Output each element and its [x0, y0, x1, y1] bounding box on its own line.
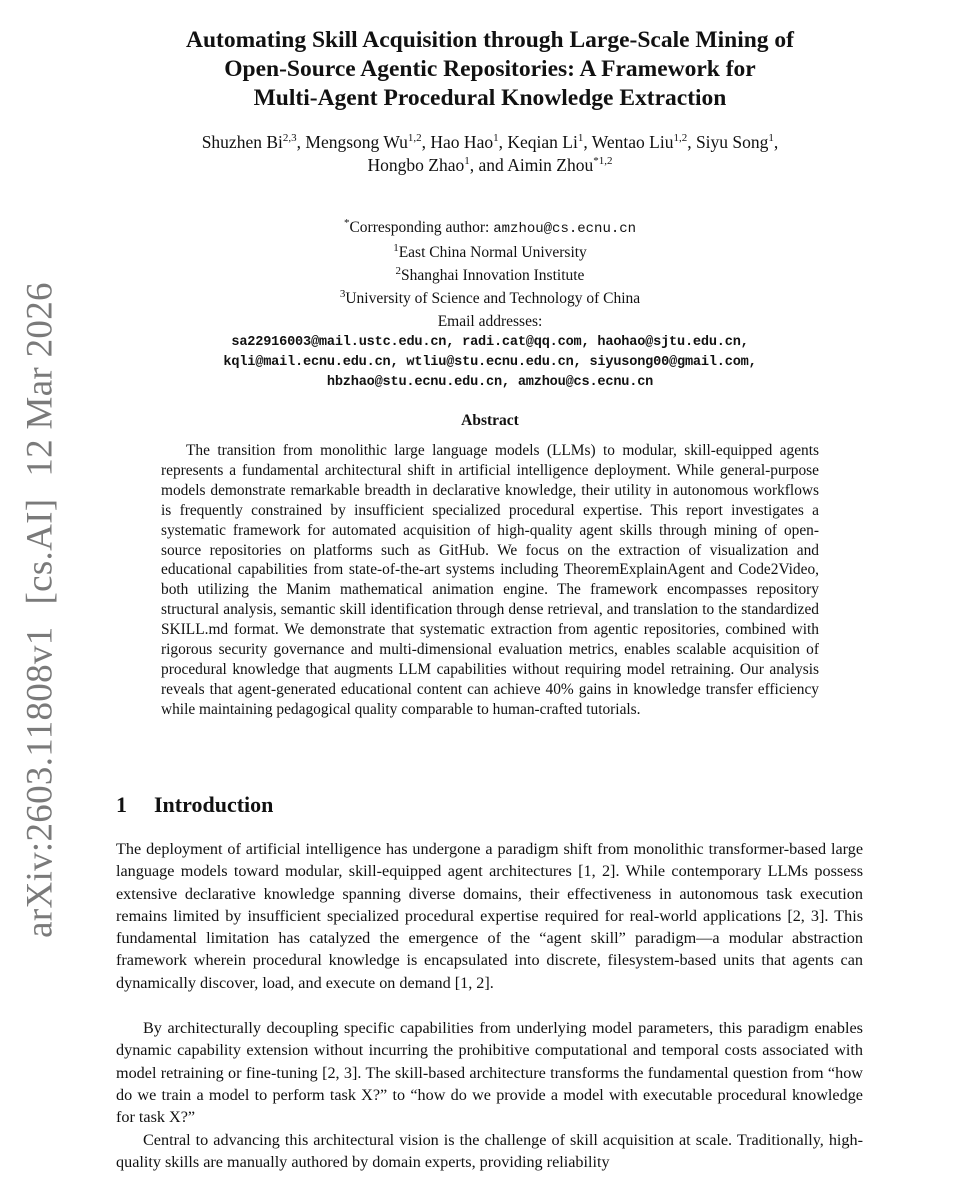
corresponding-label: Corresponding author:: [349, 219, 494, 236]
abstract-heading: Abstract: [461, 412, 519, 429]
body-paragraph: By architecturally decoupling specific capabilities from underlying model parameters, this paradigm enables dynamic capability extension without incurring the prohibitive computational and temporal costs associated with model retraining or fine-tuning [2, 3]. The skill-based architecture transforms the fundamental question from “how do we train a model to perform task X?” to “how do we provide a model with executable procedural knowledge for task X?”: [116, 1019, 863, 1127]
corresponding-email: amzhou@cs.ecnu.cn: [493, 221, 637, 237]
author-line: Shuzhen Bi$^{2,3}$, Mengsong Wu$^{1,2}$, Hao Hao$^1$, Keqian Li$^1$, Wentao Liu$^{1,2}$, Siyu Song$^1$,: [201, 132, 779, 152]
affiliation-mark: 3: [339, 287, 346, 300]
email-line: sa22916003@mail.ustc.edu.cn, radi.cat@qq.com, haohao@sjtu.edu.cn,: [231, 335, 749, 350]
title-line: Open-Source Agentic Repositories: A Framework for: [224, 56, 756, 82]
affiliation-item: [120, 264, 860, 287]
emails-label: Email addresses:: [437, 313, 543, 330]
arxiv-identifier-stamp: [19, 282, 62, 938]
affiliation-name: Shanghai Innovation Institute: [401, 267, 585, 284]
arxiv-id: arXiv:2603.11808v1: [19, 626, 61, 938]
author-name: Aimin Zhou: [507, 155, 594, 175]
abstract-text: The transition from monolithic large language models (LLMs) to modular, skill-equipped agents represents a fundamental architectural shift in artificial intelligence deployment. While general-purpose models demonstrate remarkable breadth in declarative knowledge, their utility in autonomous workflows is frequently constrained by insufficient specialized procedural expertise. This report investigates a systematic framework for automated acquisition of high-quality agent skills through mining of open-source repositories on platforms such as GitHub. We focus on the extraction of visualization and educational capabilities from state-of-the-art systems including TheoremExplainAgent and Code2Video, both utilizing the Manim mathematical animation engine. The framework encompasses repository structural analysis, semantic skill identification through dense retrieval, and translation to the standardized SKILL.md format. We demonstrate that systematic extraction from agentic repositories, combined with rigorous security governance and multi-dimensional evaluation metrics, enables scalable acquisition of procedural knowledge that augments LLM capabilities without requiring model retraining. Our analysis reveals that agent-generated educational content can achieve 40% gains in knowledge transfer efficiency while maintaining pedagogical quality comparable to human-crafted tutorials.: [161, 442, 819, 718]
author-affiliation-mark: 1: [493, 132, 499, 145]
affiliation-item: [120, 287, 860, 310]
title-line: Automating Skill Acquisition through Large-Scale Mining of: [185, 27, 795, 53]
corresponding-mark: *: [343, 216, 350, 229]
author-name: Siyu Song: [695, 132, 769, 152]
affiliation-mark: 2: [395, 264, 402, 277]
title-line: Multi-Agent Procedural Knowledge Extraction: [253, 85, 727, 111]
section-heading: [116, 792, 273, 818]
author-list: [120, 131, 860, 177]
author-name: Hongbo Zhao: [367, 155, 465, 175]
body-paragraph: The deployment of artificial intelligence has undergone a paradigm shift from monolithic transformer-based large language models toward modular, skill-equipped agent architectures [1, 2]. While contemporary LLMs possess extensive declarative knowledge spanning diverse domains, their effectiveness in autonomous task execution remains limited by insufficient specialized procedural expertise required for real-world applications [2, 3]. This fundamental limitation has catalyzed the emergence of the “agent skill” paradigm—a modular abstraction framework wherein procedural knowledge is encapsulated into discrete, filesystem-based units that agents can dynamically discover, load, and execute on demand [1, 2].: [116, 840, 863, 992]
affiliation-name: University of Science and Technology of China: [345, 290, 641, 307]
author-affiliation-mark: 1: [768, 132, 774, 145]
author-affiliation-mark: 1,2: [407, 132, 422, 145]
body-paragraph: Central to advancing this architectural vision is the challenge of skill acquisition at scale. Traditionally, high-quality skills are manually authored by domain experts, providing reliability: [116, 1131, 863, 1172]
affiliations: [120, 216, 860, 310]
arxiv-date: 12 Mar 2026: [19, 282, 61, 477]
author-affiliation-mark: 1: [464, 155, 470, 168]
affiliation-mark: 1: [393, 241, 399, 254]
author-name: Hao Hao: [430, 132, 494, 152]
email-line: hbzhao@stu.ecnu.edu.cn, amzhou@cs.ecnu.cn: [326, 375, 654, 390]
author-affiliation-mark: 2,3: [282, 132, 297, 145]
section-number: 1: [116, 792, 127, 817]
email-line: kqli@mail.ecnu.edu.cn, wtliu@stu.ecnu.edu.cn, siyusong00@gmail.com,: [223, 355, 757, 370]
author-name: Shuzhen Bi: [201, 132, 283, 152]
arxiv-category: [cs.AI]: [19, 498, 61, 605]
corresponding-author: [120, 216, 860, 241]
author-affiliation-mark: 1,2: [673, 132, 688, 145]
author-name: Keqian Li: [507, 132, 578, 152]
author-affiliation-mark: 1: [577, 132, 584, 145]
author-name: Mengsong Wu: [305, 132, 408, 152]
author-line: Hongbo Zhao$^1$, and Aimin Zhou$^{*1,2}$: [367, 155, 613, 175]
author-affiliation-mark: *1,2: [593, 155, 613, 168]
affiliation-item: [120, 241, 860, 264]
affiliation-name: East China Normal University: [398, 244, 587, 261]
section-title: Introduction: [154, 792, 274, 817]
paper-title: [120, 26, 860, 113]
email-addresses: [120, 333, 860, 393]
author-name: Wentao Liu: [591, 132, 674, 152]
